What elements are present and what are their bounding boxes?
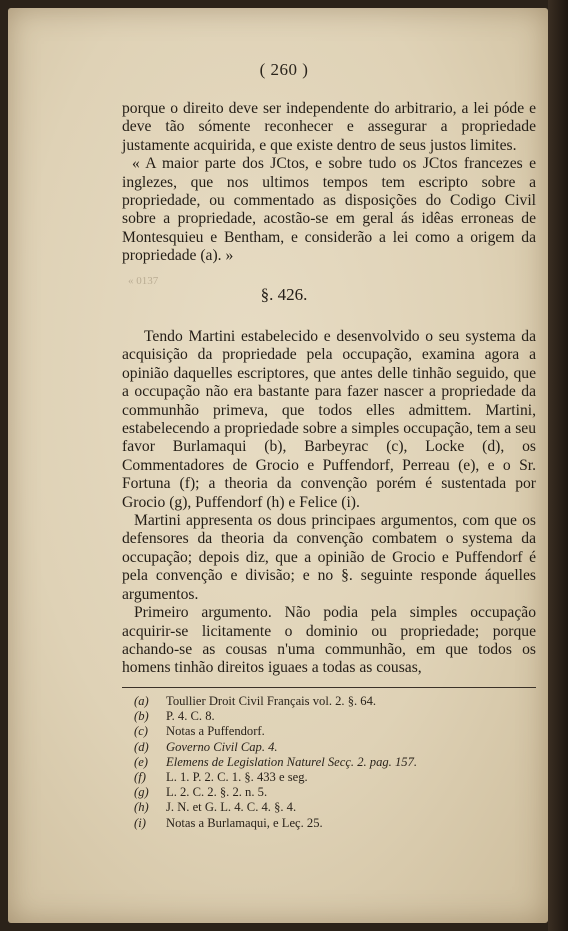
footnote	[134, 800, 524, 815]
footnote-text: Toullier Droit Civil Français vol. 2. §. 64.	[166, 694, 377, 708]
footnote	[134, 755, 524, 770]
footnote-mark: (c)	[134, 724, 148, 739]
footnote-mark: (g)	[134, 785, 149, 800]
footnote	[134, 694, 524, 709]
footnote	[134, 785, 524, 800]
footnote-mark: (e)	[134, 754, 148, 769]
opening-text-block	[122, 100, 536, 266]
footnote-text: Notas a Puffendorf.	[166, 724, 265, 739]
paragraph-first-argument: Primeiro argumento. Não podia pela simples occupação acquirir-se licitamente o dominio ou propriedade; porque achando-se as cousas n'uma communhão, em que todos os homens tinhão direitos iguaes a todas as cousas,	[122, 604, 536, 677]
footnote-text: L. 1. P. 2. C. 1. §. 433 e seg.	[166, 770, 308, 785]
footnotes	[134, 694, 524, 831]
footnote	[134, 770, 524, 785]
footnote-text: Governo Civil Cap. 4.	[166, 739, 278, 754]
footnote-mark: (b)	[134, 709, 149, 724]
page-number: ( 260 )	[259, 60, 309, 79]
footnote-mark: (i)	[134, 815, 146, 830]
footnote	[134, 724, 524, 739]
footnote-text: L. 2. C. 2. §. 2. n. 5.	[166, 785, 268, 800]
footnote-text: Notas a Burlamaqui, e Leç. 25.	[166, 815, 323, 830]
footnote-text: P. 4. C. 8.	[166, 709, 215, 724]
footnote-mark: (d)	[134, 739, 149, 754]
footnote-rule	[122, 687, 536, 688]
bleed-through-text: « 0137	[128, 275, 159, 287]
footnote-mark: (a)	[134, 694, 149, 708]
paragraph-martini-arguments: Martini appresenta os dous principaes argumentos, com que os defensores da theoria da convenção combatem o systema da occupação; depois diz, que a opinião de Grocio e Puffendorf é pela convenção e divisão; e no §. seguinte responde áquelles argumentos.	[122, 512, 536, 603]
paragraph-martini-system: Tendo Martini estabelecido e desenvolvido o seu systema da acquisição da propriedade pela occupação, examina agora a opinião daquelles escriptores, que antes delle tinhão seguido, que a occupação não era bastante para fazer nascer a propriedade da communhão primeva, que todos elles admittem. Martini, estabelecendo a propriedade sobre a simples occupação, tem a seu favor Burlamaqui (b), Barbeyrac (c), Locke (d), os Commentadores de Grocio e Puffendorf, Perreau (e), e o Sr. Fortuna (f); a theoria da convenção porém é sustentada por Grocio (g), Puffendorf (h) e Felice (i).	[122, 328, 536, 511]
paragraph-continuation: porque o direito deve ser independente do arbitrario, a lei póde e deve tão sómente reconhecer e assegurar a propriedade justamente acquirida, e que existe dentro de seus justos limites.	[122, 100, 536, 154]
footnote	[134, 816, 524, 831]
main-text-block	[122, 328, 536, 678]
footnote	[134, 740, 524, 755]
footnote-text: J. N. et G. L. 4. C. 4. §. 4.	[166, 800, 297, 815]
quotation-paragraph: « A maior parte dos JCtos, e sobre tudo os JCtos francezes e inglezes, que nos ultimos tempos tem escripto sobre a propriedade, ou commentado as disposições do Codigo Civil sobre a propriedade, acostão-se em geral ás idêas erroneas de Montesquieu e Bentham, e considerão a lei como a origem da propriedade (a). »	[122, 155, 536, 265]
footnote-mark: (h)	[134, 800, 149, 815]
footnote-text: Elemens de Legislation Naturel Secç. 2. pag. 157.	[166, 754, 418, 769]
section-heading: §. 426.	[260, 285, 308, 304]
book-gutter	[548, 0, 568, 931]
footnote-mark: (f)	[134, 770, 146, 785]
footnote	[134, 709, 524, 724]
